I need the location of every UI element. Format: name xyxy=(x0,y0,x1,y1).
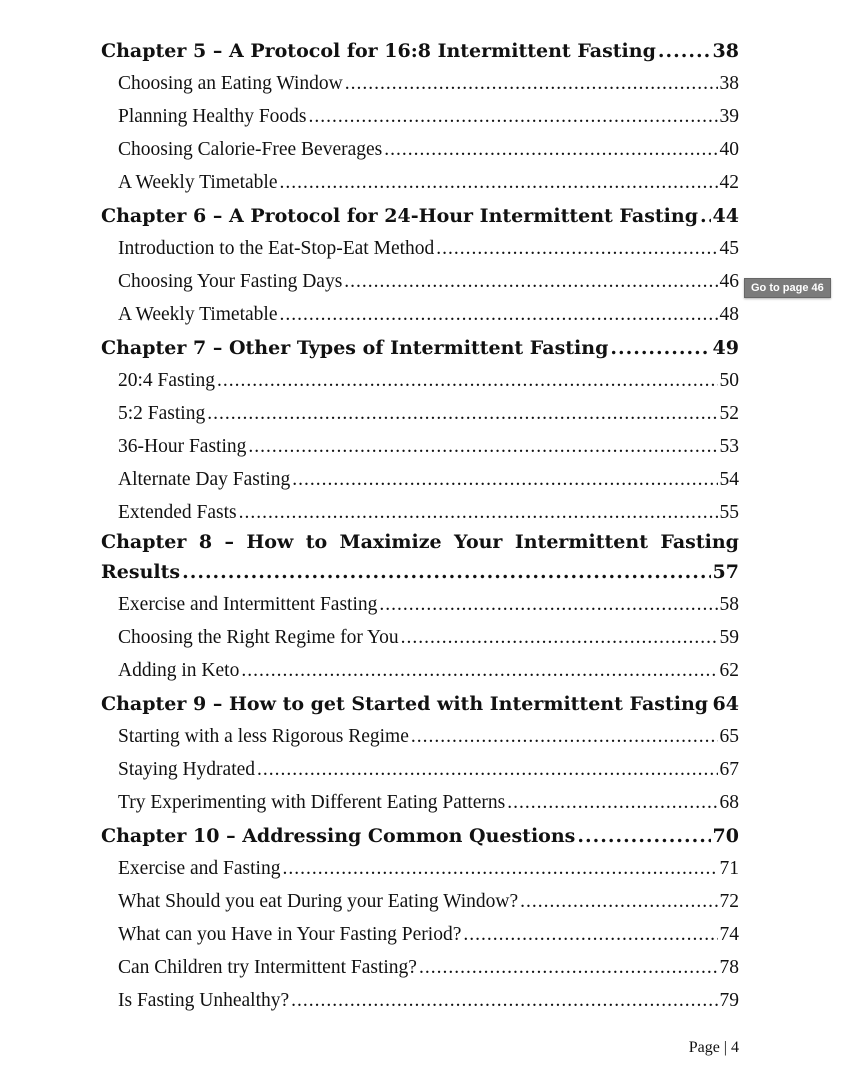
toc-page-number: 57 xyxy=(712,560,739,583)
toc-page-number: 54 xyxy=(719,468,739,490)
dot-leader xyxy=(379,594,717,616)
toc-title: Chapter 9 – How to get Started with Intermittent Fasting xyxy=(101,692,709,715)
dot-leader xyxy=(345,73,718,95)
link-tooltip: Go to page 46 xyxy=(744,278,831,298)
toc-page-number: 53 xyxy=(719,435,739,457)
toc-title: Chapter 10 – Addressing Common Questions xyxy=(101,824,576,847)
toc-title-word: Chapter xyxy=(101,531,187,553)
toc-section-link[interactable] xyxy=(101,364,739,397)
dot-leader xyxy=(241,660,717,682)
toc-title: 20:4 Fasting xyxy=(118,369,215,391)
toc-page-number: 67 xyxy=(719,758,739,780)
toc-page-number: 68 xyxy=(719,791,739,813)
toc-page-number: 46 xyxy=(719,270,739,292)
toc-title: Exercise and Intermittent Fasting xyxy=(118,593,378,615)
toc-chapter-link[interactable] xyxy=(101,34,739,67)
toc-page-number: 38 xyxy=(712,39,739,62)
toc-title: What Should you eat During your Eating Window? xyxy=(118,890,519,912)
toc-title: Chapter 7 – Other Types of Intermittent Fasting xyxy=(101,336,609,359)
toc-section-link[interactable] xyxy=(101,298,739,331)
toc-title-word: How xyxy=(246,531,294,553)
toc-section-link[interactable] xyxy=(101,100,739,133)
toc-title: Is Fasting Unhealthy? xyxy=(118,989,290,1011)
toc-title-word: Fasting xyxy=(660,531,739,553)
page-footer: Page | 4 xyxy=(688,1039,739,1056)
toc-page-number: 39 xyxy=(719,105,739,127)
dot-leader xyxy=(292,469,717,491)
toc-page-number: 64 xyxy=(712,692,739,715)
toc-page-number: 59 xyxy=(719,626,739,648)
toc-chapter-link[interactable] xyxy=(101,529,739,588)
toc-section-link[interactable] xyxy=(101,463,739,496)
toc-title: A Weekly Timetable xyxy=(118,171,278,193)
dot-leader xyxy=(280,304,718,326)
dot-leader xyxy=(463,924,717,946)
dot-leader xyxy=(182,561,710,583)
toc-section-link[interactable] xyxy=(101,588,739,621)
toc-page-number: 62 xyxy=(719,659,739,681)
toc-section-link[interactable] xyxy=(101,885,739,918)
toc-page-number: 55 xyxy=(719,501,739,523)
toc-page-number: 42 xyxy=(719,171,739,193)
toc-section-link[interactable] xyxy=(101,621,739,654)
toc-title-word: Maximize xyxy=(339,531,442,553)
dot-leader xyxy=(411,726,718,748)
toc-section-link[interactable] xyxy=(101,430,739,463)
toc-page-number: 50 xyxy=(719,369,739,391)
toc-title: A Weekly Timetable xyxy=(118,303,278,325)
toc-page-number: 38 xyxy=(719,72,739,94)
toc-title: Starting with a less Rigorous Regime xyxy=(118,725,409,747)
toc-section-link[interactable] xyxy=(101,984,739,1017)
dot-leader xyxy=(419,957,718,979)
toc-page-number: 71 xyxy=(719,857,739,879)
toc-chapter-link[interactable] xyxy=(101,687,739,720)
toc-section-link[interactable] xyxy=(101,232,739,265)
toc-title: 5:2 Fasting xyxy=(118,402,206,424)
toc-section-link[interactable] xyxy=(101,265,739,298)
dot-leader xyxy=(248,436,717,458)
toc-title: 36-Hour Fasting xyxy=(118,435,247,457)
toc-title-word: – xyxy=(224,531,234,553)
toc-section-link[interactable] xyxy=(101,786,739,819)
toc-title: Chapter 5 – A Protocol for 16:8 Intermittent Fasting xyxy=(101,39,656,62)
toc-title: Choosing Your Fasting Days xyxy=(118,270,343,292)
dot-leader xyxy=(401,627,718,649)
toc-section-link[interactable] xyxy=(101,720,739,753)
dot-leader xyxy=(280,172,718,194)
toc-section-link[interactable] xyxy=(101,397,739,430)
dot-leader xyxy=(658,40,711,62)
toc-page-number: 40 xyxy=(719,138,739,160)
dot-leader xyxy=(282,858,717,880)
toc-section-link[interactable] xyxy=(101,753,739,786)
toc-section-link[interactable] xyxy=(101,133,739,166)
toc-page-number: 72 xyxy=(719,890,739,912)
toc-title: Extended Fasts xyxy=(118,501,237,523)
toc-section-link[interactable] xyxy=(101,496,739,529)
dot-leader xyxy=(520,891,717,913)
toc-title: Adding in Keto xyxy=(118,659,240,681)
dot-leader xyxy=(309,106,718,128)
dot-leader xyxy=(217,370,718,392)
toc-title: Results xyxy=(101,560,181,583)
toc-section-link[interactable] xyxy=(101,67,739,100)
toc-page-number: 74 xyxy=(719,923,739,945)
dot-leader xyxy=(257,759,717,781)
toc-page-number: 44 xyxy=(712,204,739,227)
toc-title: Staying Hydrated xyxy=(118,758,256,780)
toc-title: Planning Healthy Foods xyxy=(118,105,307,127)
toc-title-word: Intermittent xyxy=(514,531,648,553)
toc-title: What can you Have in Your Fasting Period? xyxy=(118,923,462,945)
toc-title: Choosing Calorie-Free Beverages xyxy=(118,138,383,160)
toc-chapter-link[interactable] xyxy=(101,331,739,364)
toc-title: Can Children try Intermittent Fasting? xyxy=(118,956,417,978)
toc-title: Introduction to the Eat-Stop-Eat Method xyxy=(118,237,435,259)
dot-leader xyxy=(507,792,717,814)
toc-title: Try Experimenting with Different Eating Patterns xyxy=(118,791,506,813)
toc-page-number: 52 xyxy=(719,402,739,424)
toc-section-link[interactable] xyxy=(101,654,739,687)
toc-title-word: to xyxy=(305,531,328,553)
toc-section-link[interactable] xyxy=(101,918,739,951)
dot-leader xyxy=(344,271,717,293)
toc-section-link[interactable] xyxy=(101,951,739,984)
toc-page-number: 49 xyxy=(712,336,739,359)
toc-page-number: 78 xyxy=(719,956,739,978)
toc-title: Alternate Day Fasting xyxy=(118,468,291,490)
toc-title: Choosing the Right Regime for You xyxy=(118,626,399,648)
toc-page-number: 70 xyxy=(712,824,739,847)
dot-leader xyxy=(436,238,717,260)
toc-page-number: 48 xyxy=(719,303,739,325)
dot-leader xyxy=(384,139,717,161)
toc-page-number: 58 xyxy=(719,593,739,615)
toc-page-number: 65 xyxy=(719,725,739,747)
dot-leader xyxy=(700,205,711,227)
toc-title: Chapter 6 – A Protocol for 24-Hour Intermittent Fasting xyxy=(101,204,698,227)
toc-title: Choosing an Eating Window xyxy=(118,72,343,94)
toc-title-word: 8 xyxy=(198,531,213,553)
toc-chapter-link[interactable] xyxy=(101,199,739,232)
toc-section-link[interactable] xyxy=(101,852,739,885)
toc-chapter-link[interactable] xyxy=(101,819,739,852)
dot-leader xyxy=(207,403,717,425)
dot-leader xyxy=(610,337,710,359)
dot-leader xyxy=(577,825,710,847)
toc-page-number: 45 xyxy=(719,237,739,259)
dot-leader xyxy=(291,990,717,1012)
dot-leader xyxy=(239,502,718,524)
table-of-contents xyxy=(101,34,739,1017)
toc-section-link[interactable] xyxy=(101,166,739,199)
toc-title: Exercise and Fasting xyxy=(118,857,281,879)
toc-page-number: 79 xyxy=(719,989,739,1011)
toc-title-word: Your xyxy=(454,531,503,553)
